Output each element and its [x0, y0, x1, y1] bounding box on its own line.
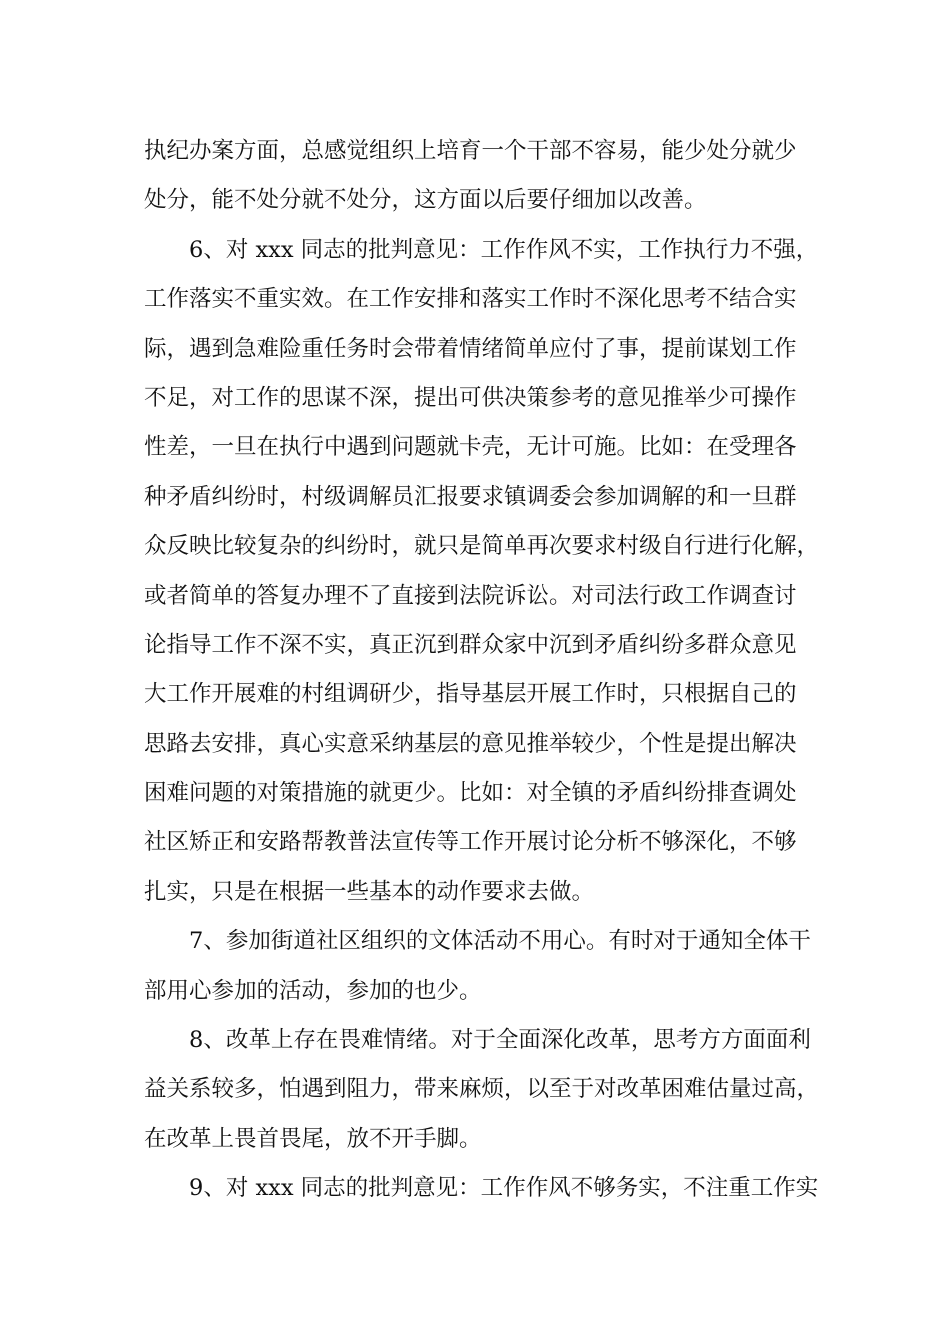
text-line: 8、改革上存在畏难情绪。对于全面深化改革，思考方方面面利	[189, 1027, 811, 1054]
text-line: 大工作开展难的村组调研少，指导基层开展工作时，只根据自己的	[144, 681, 797, 708]
text-line: 6、对 xxx 同志的批判意见：工作作风不实，工作执行力不强，	[189, 236, 819, 263]
text-line: 工作落实不重实效。在工作安排和落实工作时不深化思考不结合实	[144, 286, 797, 313]
text-line: 执纪办案方面，总感觉组织上培育一个干部不容易，能少处分就少	[144, 138, 797, 164]
text-line: 处分，能不处分就不处分，这方面以后要仔细加以改善。	[144, 187, 707, 214]
text-line: 际，遇到急难险重任务时会带着情绪简单应付了事，提前谋划工作	[144, 335, 797, 362]
text-line: 众反映比较复杂的纠纷时，就只是简单再次要求村级自行进行化解，	[144, 533, 820, 560]
text-line: 扎实，只是在根据一些基本的动作要求去做。	[144, 878, 595, 905]
text-line: 论指导工作不深不实，真正沉到群众家中沉到矛盾纠纷多群众意见	[144, 631, 797, 658]
text-line: 7、参加街道社区组织的文体活动不用心。有时对于通知全体干	[189, 928, 811, 955]
text-line: 困难问题的对策措施的就更少。比如：对全镇的矛盾纠纷排查调处	[144, 780, 797, 807]
text-line: 益关系较多，怕遇到阻力，带来麻烦，以至于对改革困难估量过高，	[144, 1076, 820, 1103]
text-line: 种矛盾纠纷时，村级调解员汇报要求镇调委会参加调解的和一旦群	[144, 483, 797, 510]
text-line: 不足，对工作的思谋不深，提出可供决策参考的意见推举少可操作	[144, 384, 797, 411]
text-line: 在改革上畏首畏尾，放不开手脚。	[144, 1125, 482, 1152]
text-line: 性差，一旦在执行中遇到问题就卡壳，无计可施。比如：在受理各	[144, 434, 797, 461]
text-line: 部用心参加的活动，参加的也少。	[144, 977, 482, 1004]
text-line: 9、对 xxx 同志的批判意见：工作作风不够务实，不注重工作实	[189, 1175, 819, 1202]
text-line: 社区矫正和安路帮教普法宣传等工作开展讨论分析不够深化，不够	[144, 829, 797, 856]
text-line: 或者简单的答复办理不了直接到法院诉讼。对司法行政工作调查讨	[144, 582, 797, 609]
document-body	[144, 127, 824, 1214]
text-line: 思路去安排，真心实意采纳基层的意见推举较少，个性是提出解决	[144, 730, 797, 757]
